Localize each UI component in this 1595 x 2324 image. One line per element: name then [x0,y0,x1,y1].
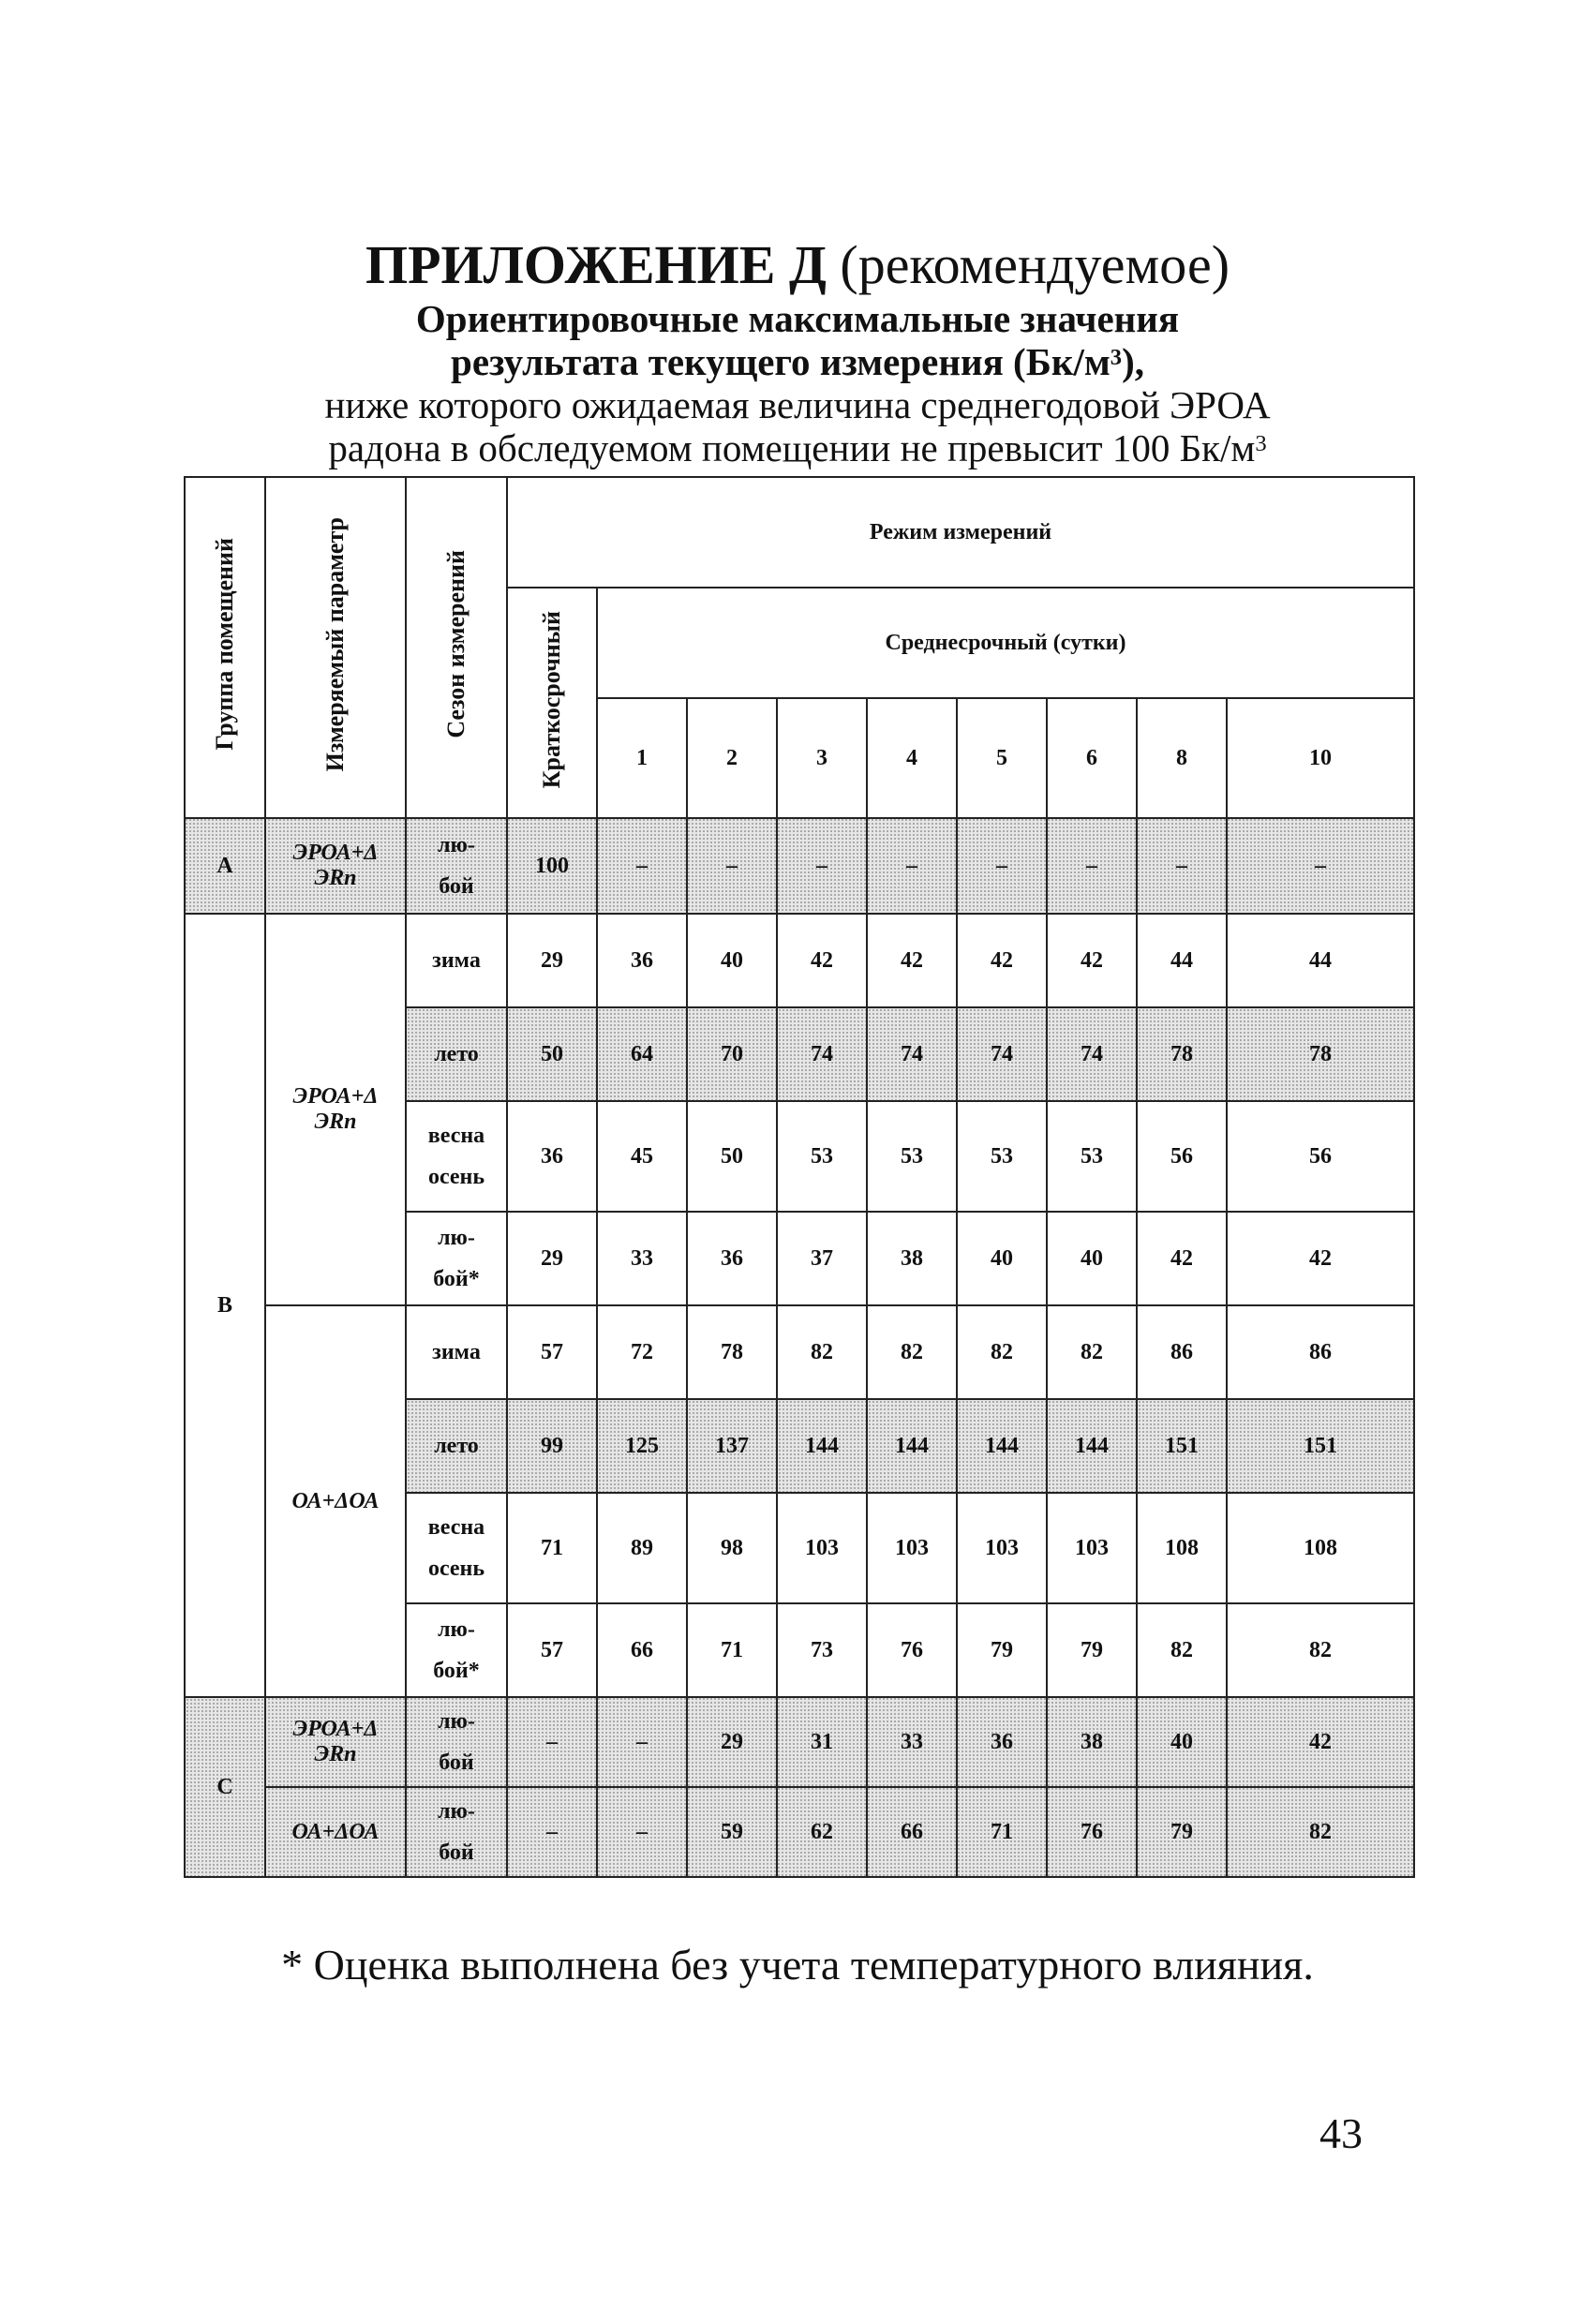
value-cell: 73 [777,1603,867,1697]
param-eroa-line1: ЭРОА+Δ [292,841,379,865]
season-spring-text: весна [427,1124,485,1148]
value-cell: 76 [867,1603,957,1697]
value-cell: – [1227,818,1414,914]
value-cell: 74 [957,1007,1047,1101]
value-cell: 79 [957,1603,1047,1697]
value-cell: 71 [687,1603,777,1697]
day-col-8: 8 [1137,698,1227,818]
day-col-4: 4 [867,698,957,818]
appendix-title-main: ПРИЛОЖЕНИЕ Д [365,234,827,295]
value-cell: 36 [507,1101,597,1212]
value-cell: – [597,1787,687,1877]
season-spring-text: весна [427,1515,485,1540]
param-eroa-line2: ЭRn [314,866,357,890]
value-cell: 42 [777,914,867,1007]
value-cell: 29 [507,914,597,1007]
value-cell: – [957,818,1047,914]
season-any-line1: лю- [438,1709,475,1734]
season-any-star-line2: бой* [433,1659,480,1683]
season-any-line1: лю- [438,833,475,857]
value-cell: 31 [777,1697,867,1787]
value-cell: 78 [687,1305,777,1399]
value-cell: – [1047,818,1137,914]
day-col-5: 5 [957,698,1047,818]
param-eroa-line2: ЭRn [314,1110,357,1134]
value-cell: 64 [597,1007,687,1101]
value-cell: 33 [597,1212,687,1305]
value-cell: 89 [597,1493,687,1603]
value-cell: 144 [1047,1399,1137,1493]
value-cell: 42 [1227,1697,1414,1787]
value-cell: 36 [957,1697,1047,1787]
season-any-cell [406,1697,507,1787]
season-winter-cell: зима [406,914,507,1007]
value-cell: 53 [957,1101,1047,1212]
value-cell: 125 [597,1399,687,1493]
header-row-1 [185,477,1414,588]
value-cell: 36 [687,1212,777,1305]
value-cell: 40 [1047,1212,1137,1305]
value-cell: 151 [1227,1399,1414,1493]
value-cell: 29 [507,1212,597,1305]
value-cell: 38 [867,1212,957,1305]
header-mode: Режим измерений [507,477,1414,588]
value-cell: 103 [867,1493,957,1603]
table-row-c-eroa [185,1697,1414,1787]
season-any-star-cell [406,1212,507,1305]
value-cell: 74 [867,1007,957,1101]
value-cell: 108 [1137,1493,1227,1603]
value-cell: 59 [687,1787,777,1877]
header-parameter [265,477,406,818]
param-eroa-line1: ЭРОА+Δ [292,1084,379,1109]
value-cell: 40 [957,1212,1047,1305]
value-cell: 144 [957,1399,1047,1493]
group-c-cell: С [185,1697,265,1877]
value-cell: 40 [687,914,777,1007]
table-row-b-eroa-winter [185,914,1414,1007]
value-cell: 66 [867,1787,957,1877]
value-cell: 44 [1137,914,1227,1007]
value-cell: 79 [1137,1787,1227,1877]
subtitle-line-2-sup: 3 [1110,345,1123,370]
season-summer-cell: лето [406,1007,507,1101]
header-group [185,477,265,818]
value-cell: 72 [597,1305,687,1399]
season-any-line1: лю- [438,1799,475,1824]
value-cell: – [1137,818,1227,914]
value-cell: 53 [777,1101,867,1212]
value-cell: 144 [867,1399,957,1493]
param-oa-cell: ОА+ΔОА [265,1305,406,1697]
value-cell: 42 [867,914,957,1007]
values-table [184,476,1415,1878]
season-any-line2: бой [439,1750,474,1775]
value-cell: 137 [687,1399,777,1493]
season-spring-autumn-cell [406,1493,507,1603]
season-spring-autumn-cell [406,1101,507,1212]
subtitle-line-2 [0,339,1595,384]
value-cell: 79 [1047,1603,1137,1697]
param-eroa-line1: ЭРОА+Δ [292,1717,379,1741]
group-b-cell: В [185,914,265,1697]
season-any-star-cell [406,1603,507,1697]
subtitle-line-1: Ориентировочные максимальные значения [415,297,1180,340]
page-number: 43 [1319,2109,1363,2157]
value-cell: 86 [1227,1305,1414,1399]
value-cell: 42 [1227,1212,1414,1305]
subtitle-line-4-sup: 3 [1255,431,1267,456]
value-cell: 100 [507,818,597,914]
value-cell: 62 [777,1787,867,1877]
season-any-cell [406,818,507,914]
value-cell: 98 [687,1493,777,1603]
value-cell: 42 [1047,914,1137,1007]
value-cell: – [507,1697,597,1787]
value-cell: 50 [687,1101,777,1212]
header-season-text: Сезон измерений [442,550,470,738]
value-cell: 57 [507,1603,597,1697]
value-cell: 42 [1137,1212,1227,1305]
param-eroa-cell [265,914,406,1305]
day-col-6: 6 [1047,698,1137,818]
value-cell: – [687,818,777,914]
subtitle-line-4 [0,425,1595,470]
value-cell: 151 [1137,1399,1227,1493]
value-cell: 56 [1137,1101,1227,1212]
value-cell: 42 [957,914,1047,1007]
value-cell: 103 [1047,1493,1137,1603]
season-any-star-line2: бой* [433,1267,480,1291]
value-cell: 82 [1047,1305,1137,1399]
season-any-cell [406,1787,507,1877]
value-cell: 82 [1137,1603,1227,1697]
value-cell: 50 [507,1007,597,1101]
header-short-term-text: Краткосрочный [538,610,565,789]
value-cell: 38 [1047,1697,1137,1787]
season-any-line1: лю- [438,1617,475,1642]
header-group-text: Группа помещений [211,538,238,751]
param-eroa-line2: ЭRn [314,1742,357,1766]
subtitle-line-2-end: ), [1122,340,1144,383]
value-cell: 144 [777,1399,867,1493]
value-cell: 37 [777,1212,867,1305]
value-cell: 82 [1227,1787,1414,1877]
value-cell: 82 [957,1305,1047,1399]
value-cell: 82 [1227,1603,1414,1697]
value-cell: 78 [1227,1007,1414,1101]
group-a-cell: А [185,818,265,914]
value-cell: 45 [597,1101,687,1212]
value-cell: 108 [1227,1493,1414,1603]
param-eroa-cell [265,1697,406,1787]
param-eroa-cell [265,818,406,914]
value-cell: 71 [957,1787,1047,1877]
header-short-term [507,588,597,818]
header-parameter-text: Измеряемый параметр [321,516,349,772]
value-cell: 74 [1047,1007,1137,1101]
header-season [406,477,507,818]
value-cell: 40 [1137,1697,1227,1787]
day-col-3: 3 [777,698,867,818]
value-cell: 44 [1227,914,1414,1007]
season-autumn-text: осень [427,1557,485,1581]
day-col-1: 1 [597,698,687,818]
season-autumn-text: осень [427,1165,485,1189]
value-cell: 103 [957,1493,1047,1603]
footnote: * Оценка выполнена без учета температурного влияния. [281,1941,1314,1989]
value-cell: 82 [867,1305,957,1399]
value-cell: 66 [597,1603,687,1697]
table-row-b-oa-winter [185,1305,1414,1399]
param-oa-cell: ОА+ΔОА [265,1787,406,1877]
season-any-line2: бой [439,1840,474,1865]
subtitle-line-2-text: результата текущего измерения (Бк/м [451,340,1111,383]
season-winter-cell: зима [406,1305,507,1399]
value-cell: 33 [867,1697,957,1787]
value-cell: 78 [1137,1007,1227,1101]
value-cell: 29 [687,1697,777,1787]
season-any-line2: бой [439,874,474,899]
value-cell: 82 [777,1305,867,1399]
value-cell: 53 [867,1101,957,1212]
season-summer-cell: лето [406,1399,507,1493]
value-cell: 86 [1137,1305,1227,1399]
value-cell: – [507,1787,597,1877]
value-cell: 76 [1047,1787,1137,1877]
subtitle-line-4-text: радона в обследуемом помещении не превысит 100 Бк/м [328,426,1256,469]
value-cell: 53 [1047,1101,1137,1212]
day-col-2: 2 [687,698,777,818]
day-col-10: 10 [1227,698,1414,818]
value-cell: – [867,818,957,914]
value-cell: 74 [777,1007,867,1101]
value-cell: 99 [507,1399,597,1493]
value-cell: 103 [777,1493,867,1603]
table-row-a [185,818,1414,914]
appendix-title-note: (рекомендуемое) [840,234,1230,295]
value-cell: – [597,1697,687,1787]
value-cell: – [597,818,687,914]
value-cell: 36 [597,914,687,1007]
value-cell: 57 [507,1305,597,1399]
subtitle-line-3: ниже которого ожидаемая величина среднегодовой ЭРОА [324,383,1271,426]
value-cell: – [777,818,867,914]
header-medium-term: Среднесрочный (сутки) [597,588,1414,698]
season-any-line1: лю- [438,1226,475,1250]
appendix-title [0,234,1595,296]
table-row-c-oa [185,1787,1414,1877]
value-cell: 71 [507,1493,597,1603]
value-cell: 70 [687,1007,777,1101]
value-cell: 56 [1227,1101,1414,1212]
